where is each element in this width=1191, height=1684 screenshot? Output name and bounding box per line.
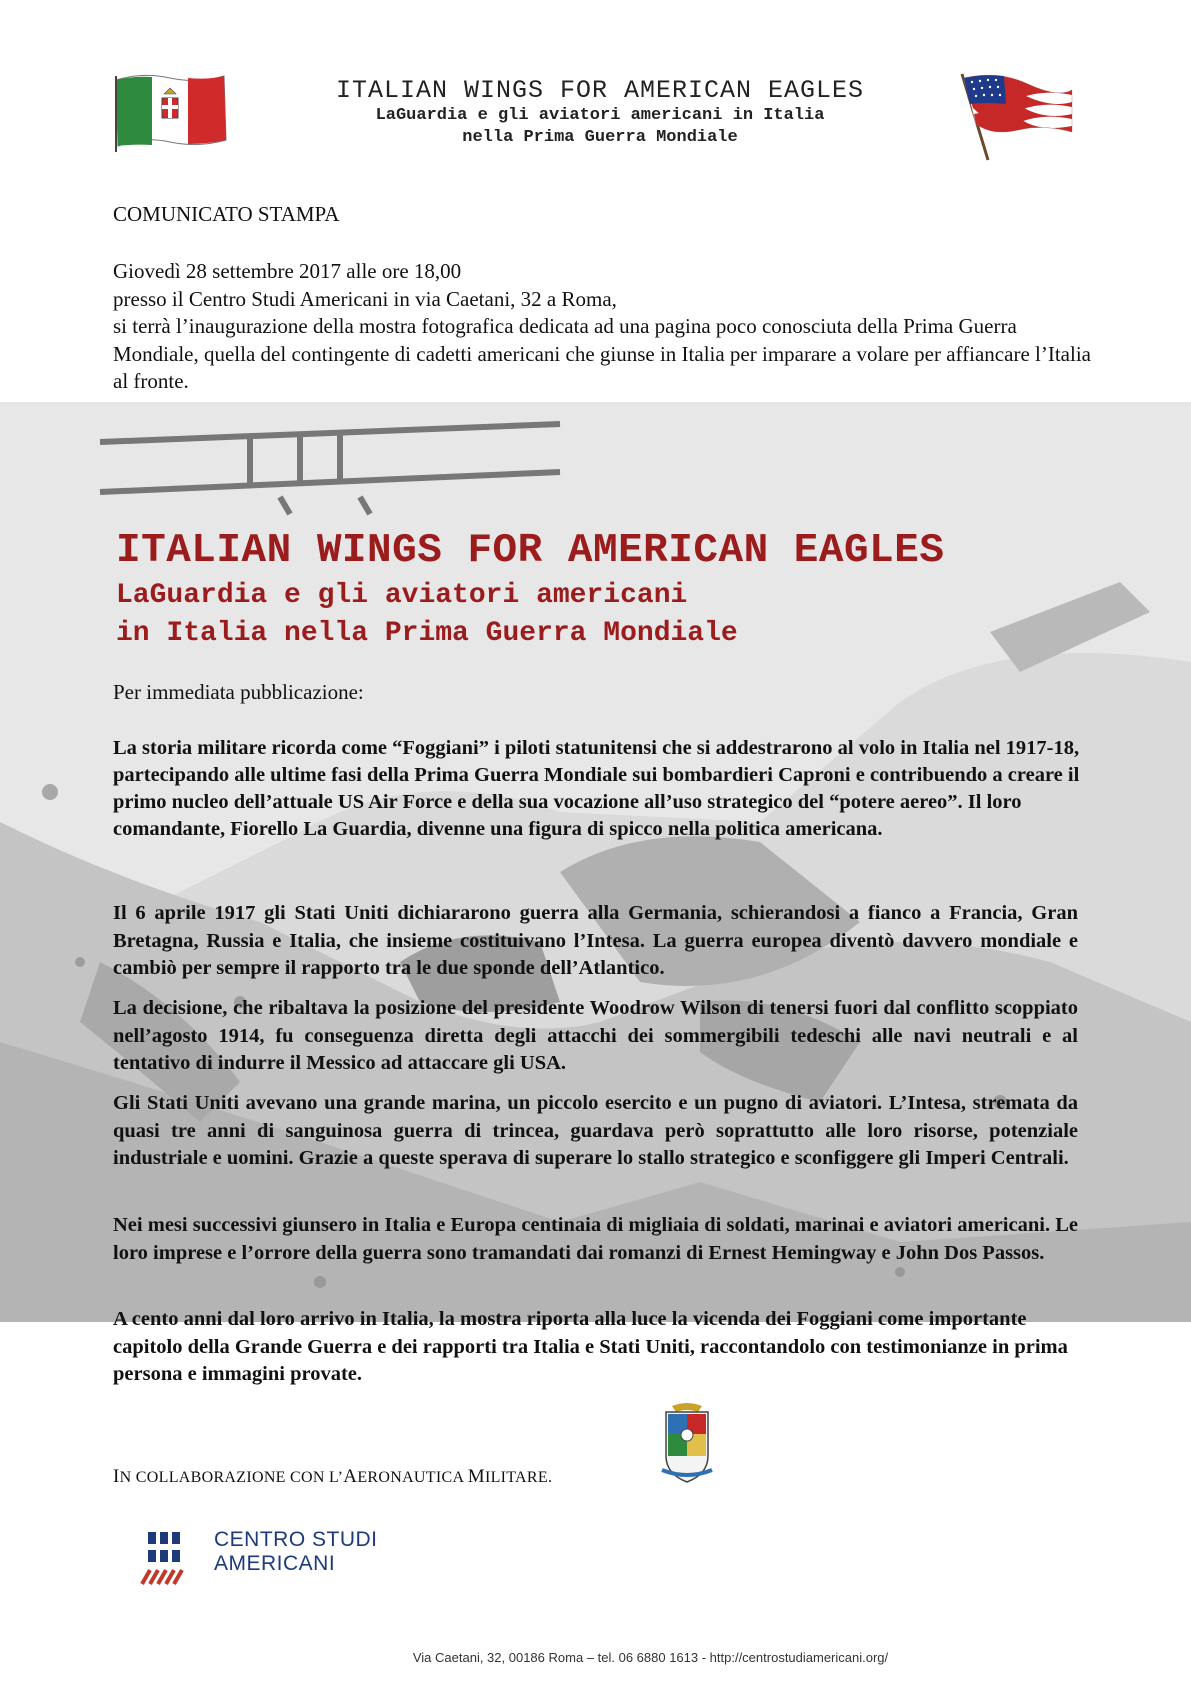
intro-line2: presso il Centro Studi Americani in via Caetani, 32 a Roma,: [113, 286, 617, 311]
american-flag-icon: [958, 70, 1076, 162]
header-subtitle-line2: nella Prima Guerra Mondiale: [462, 128, 738, 147]
logo-line1: CENTRO STUDI: [214, 1528, 378, 1551]
poster-subtitle-line1: LaGuardia e gli aviatori americani: [116, 580, 688, 611]
collab-initial-i: I: [113, 1466, 120, 1487]
paragraph-5: A cento anni dal loro arrivo in Italia, la mostra riporta alla luce la vicenda dei Foggiani come importante capitolo della Grande Guerra e dei rapporti tra Italia e Stati Uniti, raccontandolo con testimonianze in prima persona e immagini provate.: [113, 1308, 1068, 1385]
poster-subtitle-line2: in Italia nella Prima Guerra Mondiale: [116, 618, 738, 649]
press-release-label: COMUNICATO STAMPA: [113, 202, 340, 226]
publication-note: Per immediata pubblicazione:: [113, 680, 364, 704]
header-subtitle-line1: LaGuardia e gli aviatori americani in Italia: [375, 106, 825, 125]
intro-text: [113, 258, 1093, 396]
intro-line3: si terrà l’inaugurazione della mostra fotografica dedicata ad una pagina poco conosciuta della Prima Guerra Mondiale, quella del contingente di cadetti americani che giunse in Italia per imparare a volare per affiancare l’Italia al fronte.: [113, 314, 1091, 393]
header-title: ITALIAN WINGS FOR AMERICAN EAGLES: [335, 76, 865, 105]
italian-flag-icon: [112, 70, 228, 152]
paragraph-4: Nei mesi successivi giunsero in Italia e Europa centinaia di migliaia di soldati, marinai e aviatori americani. Le loro imprese e l’orrore della guerra sono tramandati dai romanzi di Ernest Hemingway e John Dos Passos.: [113, 1214, 1078, 1264]
collab-text-2: ERONAUTICA: [357, 1469, 468, 1486]
lead-paragraph: La storia militare ricorda come “Foggiani” i piloti statunitensi che si addestrarono al volo in Italia nel 1917-18, partecipando alle ultime fasi della Prima Guerra Mondiale sui bombardieri Caproni e contribuendo a creare il primo nucleo dell’attuale US Air Force e della sua vocazione all’uso strategico del “potere aereo”. Il loro comandante, Fiorello La Guardia, divenne una figura di spicco nella politica americana.: [113, 737, 1080, 840]
paragraph-3: Gli Stati Uniti avevano una grande marina, un piccolo esercito e un pugno di aviatori. L’Intesa, stremata da quasi tre anni di sanguinosa guerra di trincea, guardava però soprattutto alle loro risorse, potenziale industriale e uomini. Grazie a queste sperava di superare lo stallo strategico e sconfiggere gli Imperi Centrali.: [113, 1092, 1078, 1169]
poster-title: ITALIAN WINGS FOR AMERICAN EAGLES: [116, 528, 945, 574]
collaboration-note: [113, 1466, 552, 1488]
paragraph-2: La decisione, che ribaltava la posizione del presidente Woodrow Wilson di tenersi fuori dal conflitto scoppiato nell’agosto 1914, fu conseguenza diretta degli attacchi dei sommergibili tedeschi alle navi neutrali e al tentativo di indurre il Messico ad attaccare gli USA.: [113, 997, 1078, 1074]
footer-contact: Via Caetani, 32, 00186 Roma – tel. 06 6880 1613 - http://centrostudiamericani.org/: [412, 1650, 889, 1665]
collab-text-1: N COLLABORAZIONE CON L’: [119, 1469, 344, 1486]
centro-studi-americani-wordmark: [214, 1528, 378, 1576]
logo-line2: AMERICANI: [214, 1552, 336, 1575]
paragraph-1: Il 6 aprile 1917 gli Stati Uniti dichiararono guerra alla Germania, schierandosi a fianco a Francia, Gran Bretagna, Russia e Italia, che insieme costituivano l’Intesa. La guerra europea diventò davvero mondiale e cambiò per sempre il rapporto tra le due sponde dell’Atlantico.: [113, 902, 1078, 979]
collab-text-3: ILITARE.: [484, 1469, 553, 1486]
intro-line1: Giovedì 28 settembre 2017 alle ore 18,00: [113, 259, 462, 283]
aeronautica-militare-emblem-icon: [652, 1400, 722, 1486]
collab-initial-m: M: [467, 1466, 485, 1487]
collab-initial-a: A: [343, 1466, 358, 1487]
